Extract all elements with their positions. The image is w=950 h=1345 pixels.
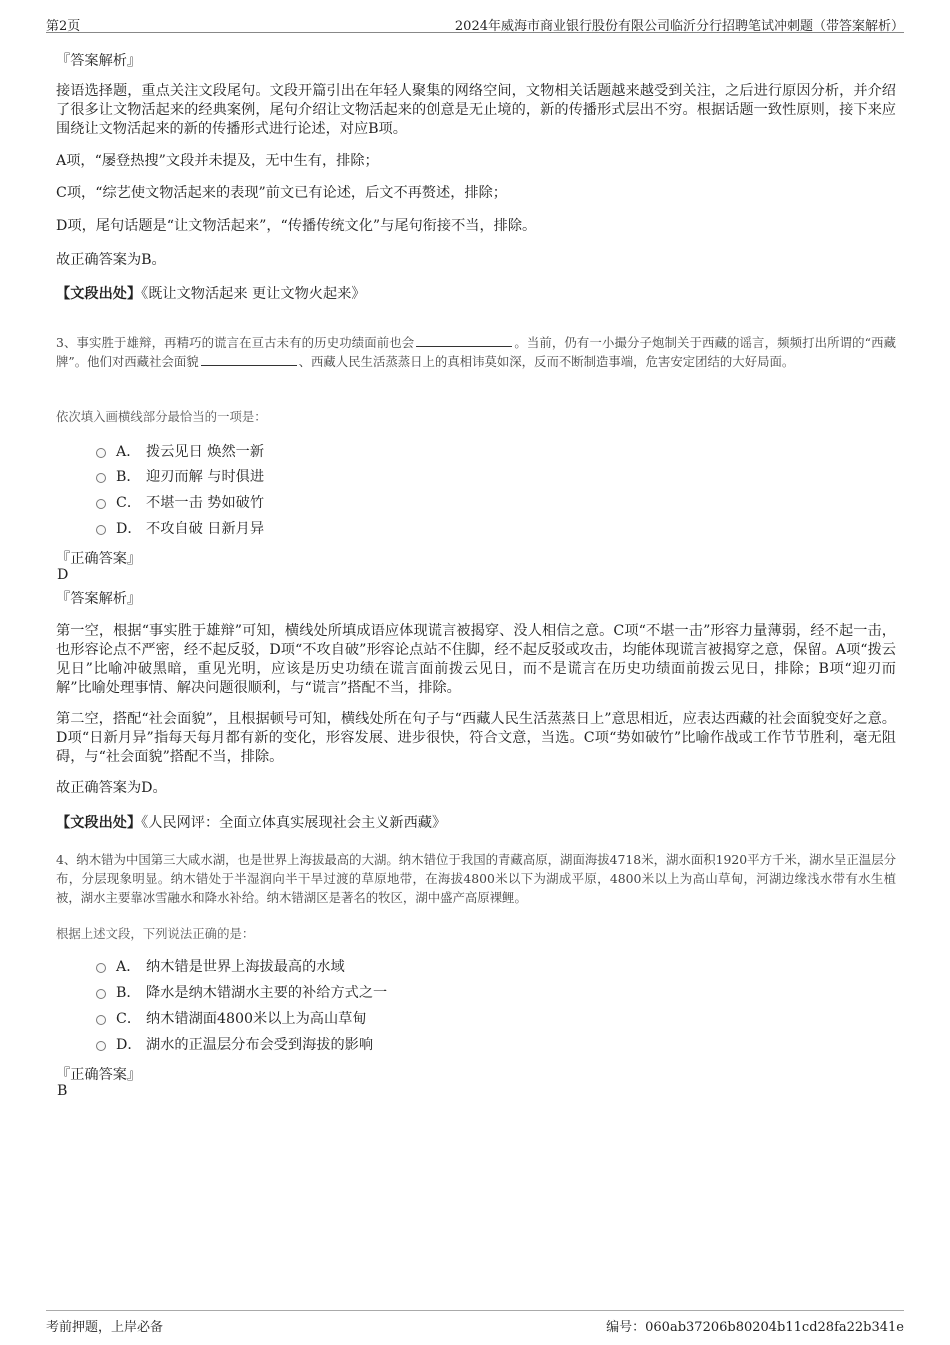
q3-analysis-paragraph: 第二空，搭配“社会面貌”，且根据顿号可知，横线处所在句子与“西藏人民生活蒸蒸日上”意思相近，应表达西藏的社会面貌变好之意。D项“日新月异”指每天每月都有新的变化，形容发展、进步很快，符合文意，当选。C项“势如破竹”比喻作战或工作节节胜利，毫无阻碍，与“社会面貌”搭配不当，排除。 bbox=[56, 711, 896, 765]
option-key: C． bbox=[116, 1011, 142, 1027]
q3-instruction: 依次填入画横线部分最恰当的一项是： bbox=[56, 409, 267, 424]
page-header bbox=[46, 10, 904, 33]
q3-stem-part: 3、事实胜于雄辩，再精巧的谎言在亘古未有的历史功绩面前也会 bbox=[56, 335, 415, 350]
page-footer bbox=[46, 1310, 904, 1335]
q4-instruction: 根据上述文段，下列说法正确的是： bbox=[56, 926, 255, 941]
option-text: 降水是纳木错湖水主要的补给方式之一 bbox=[146, 985, 388, 1001]
document-title: 2024年威海市商业银行股份有限公司临沂分行招聘笔试冲刺题（带答案解析） bbox=[454, 19, 904, 34]
option-key: C． bbox=[116, 495, 142, 511]
radio-button[interactable] bbox=[96, 448, 106, 458]
q3-correct-label: 『正确答案』 bbox=[56, 551, 142, 567]
q4-correct-answer: B bbox=[57, 1083, 68, 1099]
option-key: B． bbox=[116, 469, 141, 485]
q2-analysis-label: 『答案解析』 bbox=[56, 53, 142, 69]
option-text: 纳木错湖面4800米以上为高山草甸 bbox=[146, 1011, 367, 1027]
source-label: 【文段出处】 bbox=[56, 286, 142, 302]
q3-stem-part: 。当前，仍有一小撮分子炮制关于西藏的谣言，频频打出所谓的“西藏牌”。他们对西藏社会面貌 bbox=[56, 335, 896, 369]
option-text: 不堪一击 势如破竹 bbox=[146, 495, 265, 511]
option-key: D． bbox=[116, 1037, 142, 1053]
option-text: 不攻自破 日新月异 bbox=[146, 521, 265, 537]
fill-blank bbox=[201, 353, 297, 366]
q3-stem bbox=[56, 333, 896, 371]
document-id: 编号：060ab37206b80204b11cd28fa22b341e bbox=[606, 1320, 904, 1335]
source-text: 《人民网评：全面立体真实展现社会主义新西藏》 bbox=[141, 815, 447, 831]
radio-button[interactable] bbox=[96, 499, 106, 509]
q2-analysis-paragraph: 故正确答案为B。 bbox=[56, 252, 166, 268]
radio-button[interactable] bbox=[96, 1041, 106, 1051]
q3-source bbox=[56, 814, 896, 833]
radio-button[interactable] bbox=[96, 1015, 106, 1025]
source-label: 【文段出处】 bbox=[56, 815, 142, 831]
q2-analysis-paragraph: 接语选择题，重点关注文段尾句。文段开篇引出在年轻人聚集的网络空间，文物相关话题越来越受到关注，之后进行原因分析，并介绍了很多让文物活起来的经典案例，尾句介绍让文物活起来的创意是无止境的，新的传播形式层出不穷。根据话题一致性原则，接下来应围绕让文物活起来的新的传播形式进行论述，对应B项。 bbox=[56, 83, 896, 137]
q3-correct-answer: D bbox=[57, 567, 69, 583]
q2-source bbox=[56, 285, 896, 304]
option-text: 湖水的正温层分布会受到海拔的影响 bbox=[146, 1037, 374, 1053]
q2-analysis-paragraph: A项，“屡登热搜”文段并未提及，无中生有，排除； bbox=[56, 153, 379, 169]
option-text: 纳木错是世界上海拔最高的水域 bbox=[146, 959, 345, 975]
radio-button[interactable] bbox=[96, 963, 106, 973]
option-key: B． bbox=[116, 985, 141, 1001]
fill-blank bbox=[416, 334, 512, 347]
footer-slogan: 考前押题，上岸必备 bbox=[46, 1320, 164, 1335]
q3-analysis-paragraph: 故正确答案为D。 bbox=[56, 780, 167, 796]
q4-stem: 4、纳木错为中国第三大咸水湖，也是世界上海拔最高的大湖。纳木错位于我国的青藏高原，湖面海拔4718米，湖水面积1920平方千米，湖水呈正温层分布，分层现象明显。纳木错处于半湿润向半干旱过渡的草原地带，在海拔4800米以下为湖成平原，4800米以上为高山草甸，河湖边缘浅水带有水生植被，湖水主要靠冰雪融水和降水补给。纳木错湖区是著名的牧区，湖中盛产高原裸鲤。 bbox=[56, 852, 896, 905]
radio-button[interactable] bbox=[96, 525, 106, 535]
q3-analysis-label: 『答案解析』 bbox=[56, 591, 142, 607]
option-key: A． bbox=[116, 444, 141, 460]
option-text: 迎刃而解 与时俱进 bbox=[146, 469, 265, 485]
radio-button[interactable] bbox=[96, 473, 106, 483]
radio-button[interactable] bbox=[96, 989, 106, 999]
q4-correct-label: 『正确答案』 bbox=[56, 1067, 142, 1083]
q2-analysis-paragraph: C项，“综艺使文物活起来的表现”前文已有论述，后文不再赘述，排除； bbox=[56, 185, 507, 201]
source-text: 《既让文物活起来 更让文物火起来》 bbox=[141, 286, 366, 302]
option-key: A． bbox=[116, 959, 141, 975]
page-number: 第2页 bbox=[46, 19, 81, 34]
option-key: D． bbox=[116, 521, 142, 537]
q2-analysis-paragraph: D项，尾句话题是“让文物活起来”，“传播传统文化”与尾句衔接不当，排除。 bbox=[56, 218, 537, 234]
option-text: 拨云见日 焕然一新 bbox=[146, 444, 265, 460]
q3-stem-part: 、西藏人民生活蒸蒸日上的真相讳莫如深，反而不断制造事端，危害安定团结的大好局面。 bbox=[298, 354, 795, 369]
q3-analysis-paragraph: 第一空，根据“事实胜于雄辩”可知，横线处所填成语应体现谎言被揭穿、没人相信之意。C项“不堪一击”形容力量薄弱，经不起一击，也形容论点不严密，经不起反驳，D项“不攻自破”形容论点站不住脚，经不起反驳或攻击，均能体现谎言被揭穿之意，保留。A项“拨云见日”比喻冲破黑暗，重见光明，应该是历史功绩在谎言面前拨云见日，而不是谎言在历史功绩面前拨云见日，排除；B项“迎刃而解”比喻处理事情、解决问题很顺利，与“谎言”搭配不当，排除。 bbox=[56, 623, 896, 696]
